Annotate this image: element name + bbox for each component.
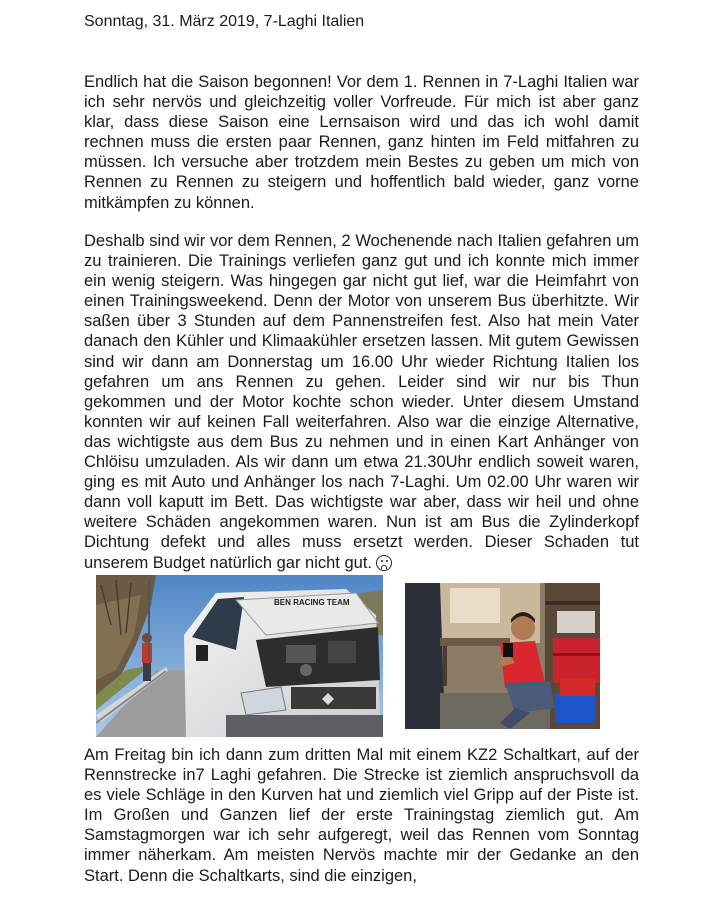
paragraph-1-text: Endlich hat die Saison begonnen! Vor dem 1. Rennen in 7-Laghi Italien war ich sehr nervös und gleichzeitig voller Vorfreude. Für mich ist aber ganz klar, dass diese Saison eine Lernsaison wird und das ich wohl damit rechnen muss die ersten paar Rennen, ganz hinten im Feld mitfahren zu müssen. Ich versuche aber trotzdem mein Bestes zu geben um mich von Rennen zu Rennen zu steigern und hoffentlich bald wieder, ganz vorne mitkämpfen zu können. bbox=[84, 73, 639, 212]
document-header: Sonntag, 31. März 2019, 7-Laghi Italien bbox=[84, 13, 365, 30]
paragraph-1 bbox=[84, 72, 639, 213]
paragraph-2 bbox=[84, 231, 639, 573]
paragraph-2-text: Deshalb sind wir vor dem Rennen, 2 Wochenende nach Italien gefahren um zu trainieren. Die Trainings verliefen ganz gut und ich konnte mich immer ein wenig steigern. Was hingegen gar nicht gut lief, war die Heimfahrt von einen Trainingsweekend. Denn der Motor von unserem Bus überhitzte. Wir saßen über 3 Stunden auf dem Pannenstreifen fest. Also hat mein Vater danach den Kühler und Klimaakühler ersetzen lassen. Mit gutem Gewissen sind wir dann am Donnerstag um 16.00 Uhr wieder Richtung Italien los gefahren um ans Rennen zu gehen. Leider sind wir nur bis Thun gekommen und der Motor kochte schon wieder. Unter diesem Umstand konnten wir auf keinen Fall weiterfahren. Also war die einzige Alternative, das wichtigste aus dem Bus zu nehmen und in einen Kart Anhänger von Chlöisu umzuladen. Als wir dann um etwa 21.30Uhr endlich soweit waren, ging es mit Auto und Anhänger los nach 7-Laghi. Um 02.00 Uhr waren wir dann voll kaputt im Bett. Das wichtigste war aber, dass wir heil und ohne weitere Schäden angekommen waren. Nun ist am Bus die Zylinderkopf Dichtung defekt und alles muss ersetzt werden. Dieser Schaden tut unserem Budget natürlich gar nicht gut. bbox=[84, 232, 639, 572]
paragraph-3-text: Am Freitag bin ich dann zum dritten Mal mit einem KZ2 Schaltkart, auf der Rennstrecke in7 Laghi gefahren. Die Strecke ist ziemlich anspruchsvoll da es viele Schläge in den Kurven hat und ziemlich viel Gripp auf der Piste ist. Im Großen und Ganzen lief der erste Trainingstag ziemlich gut. Am Samstagmorgen war ich sehr aufgeregt, weil das Rennen vom Sonntag immer näherkam. Am meisten Nervös machte mir der Gedanke an den Start. Denn die Schaltkarts, sind die einzigen, bbox=[84, 746, 639, 885]
paragraph-3 bbox=[84, 745, 639, 886]
sad-face-icon bbox=[376, 555, 392, 571]
van-photo bbox=[96, 575, 383, 737]
van-hood-text: BEN RACING TEAM bbox=[274, 598, 350, 607]
garage-photo bbox=[405, 583, 600, 729]
